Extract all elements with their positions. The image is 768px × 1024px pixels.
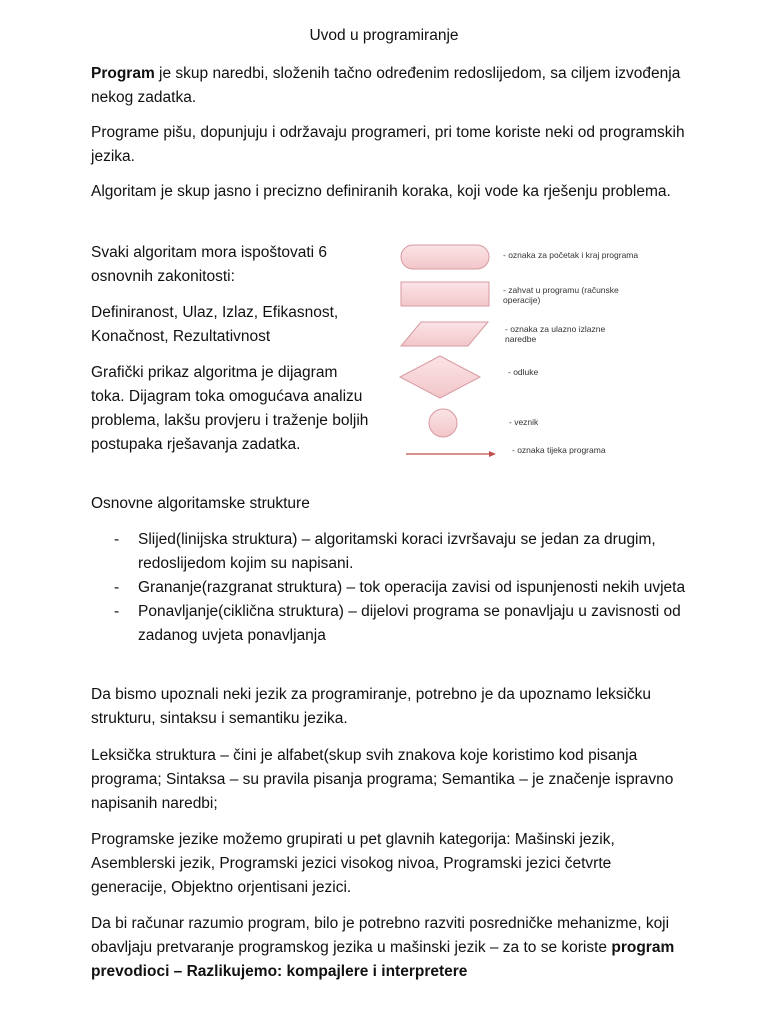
document-title: Uvod u programiranje (309, 27, 459, 44)
list-dash: - (114, 579, 120, 596)
connector-symbol (429, 409, 457, 437)
bold-translators: program prevodioci – Razlikujemo: kompajlere i interpretere (91, 939, 675, 980)
paragraph-six-rules: Svaki algoritam mora ispoštovati 6 osnovnih zakonitosti: (91, 244, 328, 285)
paragraph-structures-heading: Osnovne algoritamske strukture (91, 495, 310, 512)
list-item (91, 600, 691, 648)
list-item (91, 528, 691, 576)
list-item-text: Ponavljanje(ciklična struktura) – dijelovi programa se ponavljaju u zavisnosti od zadanog uvjeta ponavljanja (138, 603, 681, 644)
paragraph-program-definition (91, 62, 691, 110)
legend-process-label: - zahvat u programu (računske operacije) (503, 285, 619, 305)
paragraph-program-text: je skup naredbi, složenih tačno određenim redoslijedom, sa ciljem izvođenja nekog zadatka. (91, 65, 681, 106)
paragraph-flowchart: Grafički prikaz algoritma je dijagram toka. Dijagram toka omogućava analizu problema, lakšu provjeru i traženje boljih postupaka rješavanja zadatka. (91, 364, 369, 453)
bold-term-program: Program (91, 65, 155, 82)
list-item-text: Slijed(linijska struktura) – algoritamski koraci izvršavaju se jedan za drugim, redoslijedom kojim su napisani. (138, 531, 656, 572)
paragraph-translators-text: Da bi računar razumio program, bilo je potrebno razviti posredničke mehanizme, koji obavljaju pretvaranje programskog jezika u mašinski jezik – za to se koriste (91, 915, 670, 956)
paragraph-categories: Programske jezike možemo grupirati u pet glavnih kategorija: Mašinski jezik, Asemblerski jezik, Programski jezici visokog nivoa, Programski jezici četvrte generacije, Objektno orjentisani jezici. (91, 831, 615, 896)
terminal-symbol (401, 245, 489, 269)
structures-list (91, 528, 691, 648)
paragraph-lexical: Leksička struktura – čini je alfabet(skup svih znakova koje koristimo kod pisanja programa; Sintaksa – su pravila pisanja programa; Semantika – je značenje ispravno napisanih naredbi; (91, 747, 674, 812)
paragraph-language-intro: Da bismo upoznali neki jezik za programiranje, potrebno je da upoznamo leksičku strukturu, sintaksu i semantiku jezika. (91, 686, 652, 727)
legend-terminal-label: - oznaka za početak i kraj programa (503, 250, 639, 260)
paragraph-algorithm: Algoritam je skup jasno i precizno definiranih koraka, koji vode ka rješenju problema. (91, 183, 671, 200)
io-symbol (401, 322, 488, 346)
flow-arrow-head (489, 451, 496, 457)
list-dash: - (114, 531, 120, 548)
legend-connector-label: - veznik (509, 417, 539, 427)
legend-decision-label: - odluke (508, 367, 539, 377)
paragraph-programmers: Programe pišu, dopunjuju i održavaju programeri, pri tome koriste neki od programskih jezika. (91, 124, 685, 165)
list-item (91, 576, 691, 600)
list-dash: - (114, 603, 120, 620)
paragraph-translators (91, 912, 691, 984)
legend-flow-label: - oznaka tijeka programa (512, 445, 606, 455)
list-item-text: Grananje(razgranat struktura) – tok operacija zavisi od ispunjenosti nekih uvjeta (138, 579, 686, 596)
process-symbol (401, 282, 489, 306)
legend-io-label: - oznaka za ulazno izlazne naredbe (505, 324, 606, 344)
decision-symbol (400, 356, 480, 398)
paragraph-rules-list: Definiranost, Ulaz, Izlaz, Efikasnost, Konačnost, Rezultativnost (91, 304, 339, 345)
